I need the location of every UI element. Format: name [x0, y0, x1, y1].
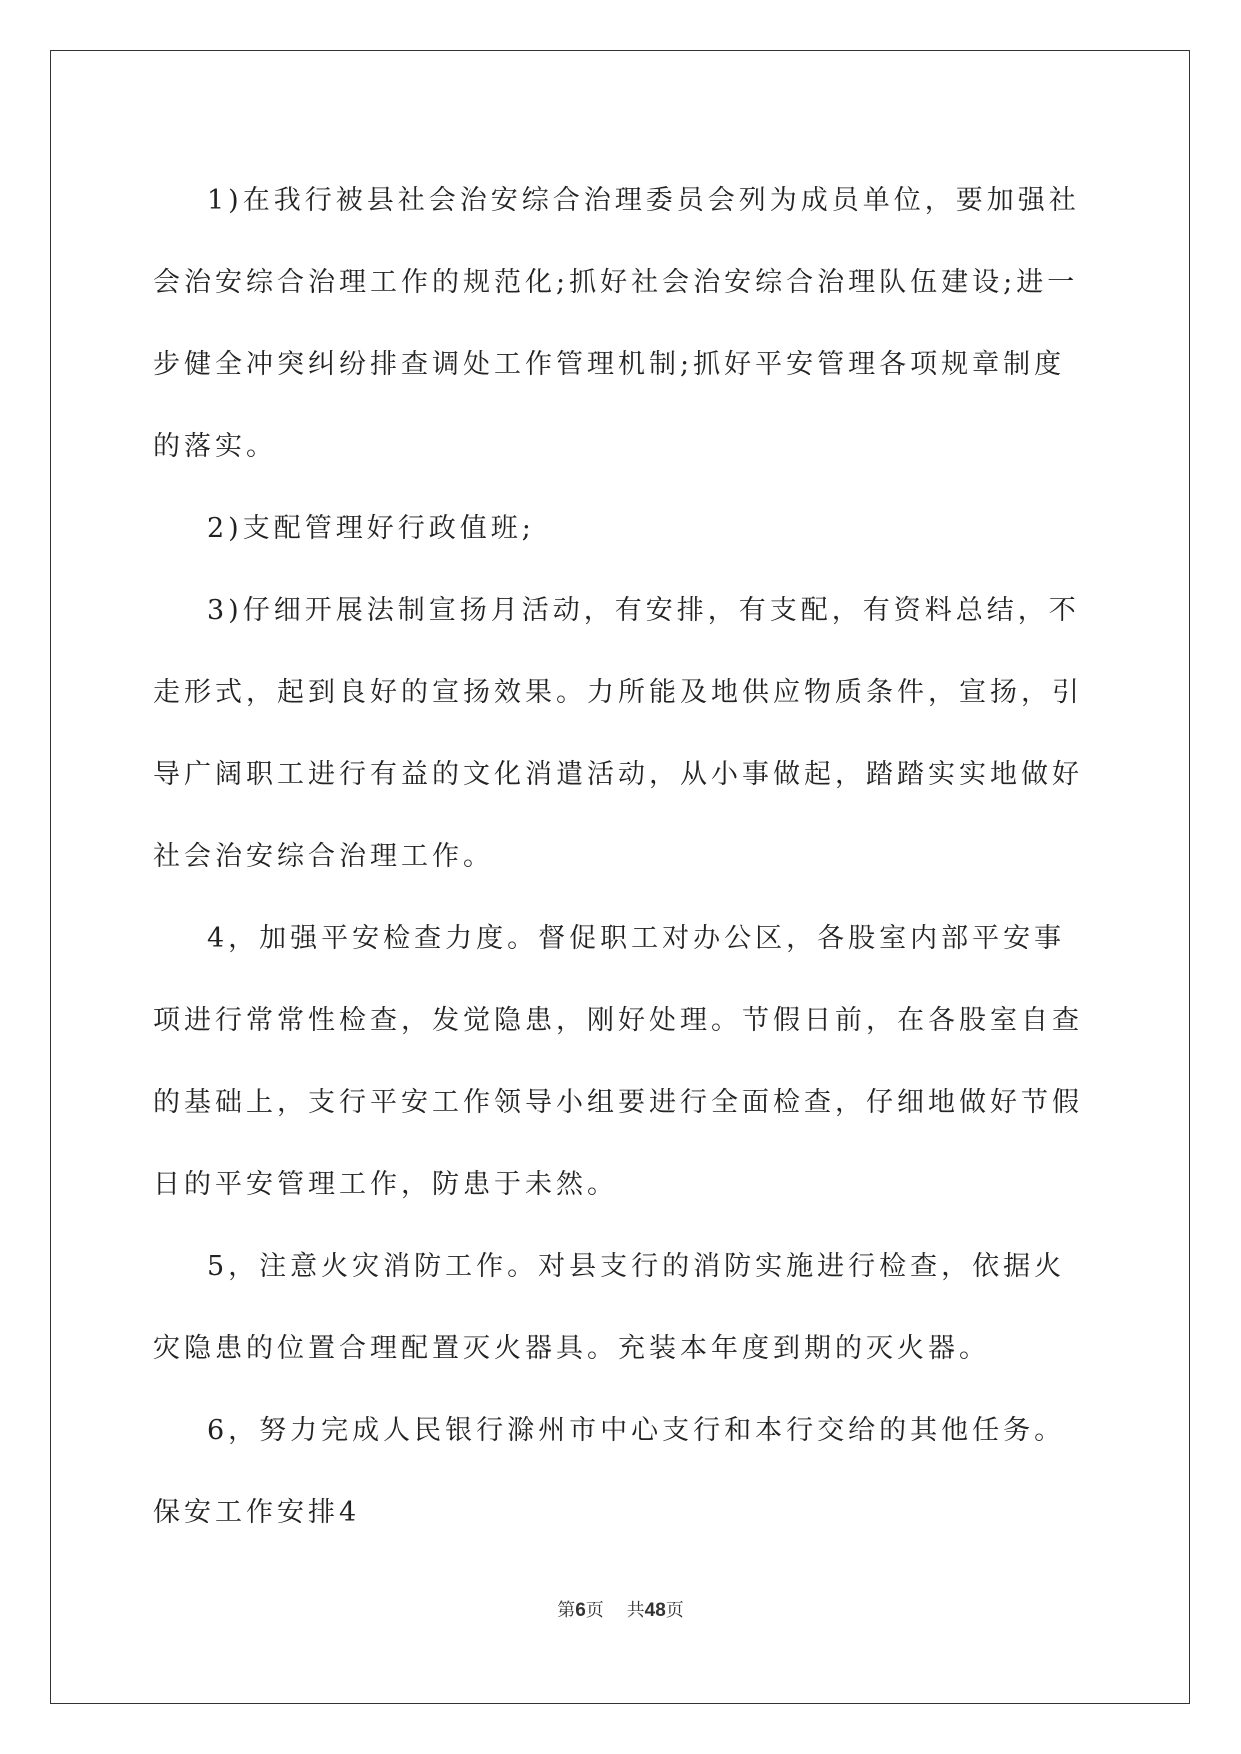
footer-total-suffix: 页 — [665, 1600, 684, 1621]
paragraph-6: 6，努力完成人民银行滁州市中心支行和本行交给的其他任务。 — [207, 1415, 1066, 1446]
section-heading: 保安工作安排4 — [153, 1497, 361, 1528]
footer-total-prefix: 共 — [626, 1600, 645, 1621]
paragraph-3: 3)仔细开展法制宣扬月活动，有安排，有支配，有资料总结，不走形式，起到良好的宣扬效果。力所能及地供应物质条件，宣扬，引导广阔职工进行有益的文化消遣活动，从小事做起，踏踏实实地做好社会治安综合治理工作。 — [153, 595, 1083, 872]
footer-prefix: 第 — [557, 1600, 576, 1621]
page-footer — [0, 1596, 1241, 1622]
paragraph-1: 1)在我行被县社会治安综合治理委员会列为成员单位，要加强社会治安综合治理工作的规范化;抓好社会治安综合治理队伍建设;进一步健全冲突纠纷排查调处工作管理机制;抓好平安管理各项规章制度的落实。 — [153, 185, 1080, 462]
paragraph-5: 5，注意火灾消防工作。对县支行的消防实施进行检查，依据火灾隐患的位置合理配置灭火器具。充装本年度到期的灭火器。 — [153, 1251, 1066, 1364]
footer-total-pages: 48 — [644, 1600, 666, 1621]
document-body — [153, 160, 1093, 1554]
footer-current-page: 6 — [575, 1600, 586, 1621]
paragraph-2: 2)支配管理好行政值班; — [207, 513, 535, 544]
footer-page-word: 页 — [585, 1600, 604, 1621]
paragraph-4: 4，加强平安检查力度。督促职工对办公区，各股室内部平安事项进行常常性检查，发觉隐患，刚好处理。节假日前，在各股室自查的基础上，支行平安工作领导小组要进行全面检查，仔细地做好节假日的平安管理工作，防患于未然。 — [153, 923, 1083, 1200]
